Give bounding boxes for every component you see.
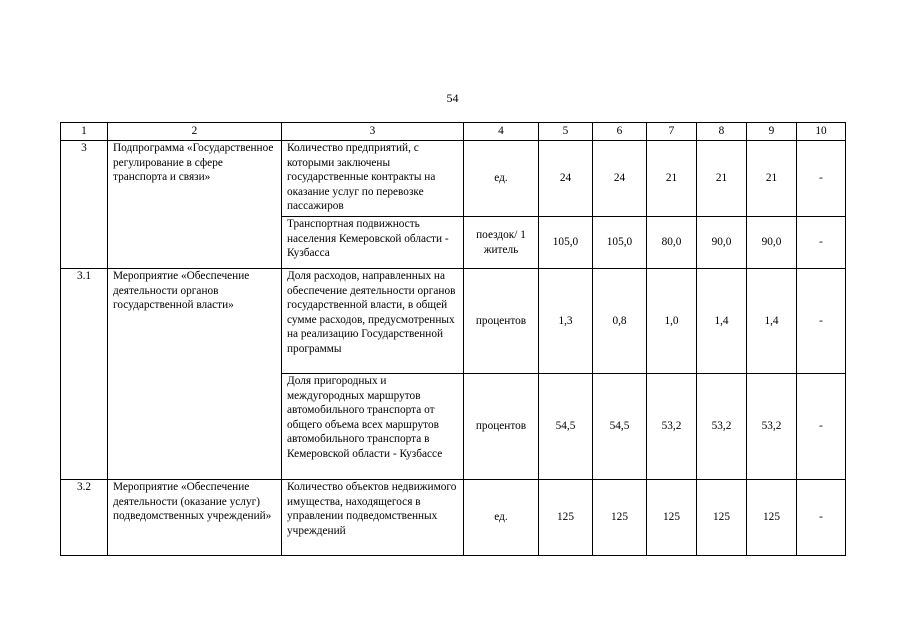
value-cell: - xyxy=(797,374,846,480)
program-name: Мероприятие «Обеспечение деятельности органов государственной власти» xyxy=(108,269,282,480)
indicator-text: Количество объектов недвижимого имущества, находящегося в управлении подведомственных учреждений xyxy=(282,480,464,556)
column-header: 2 xyxy=(108,123,282,141)
table-row xyxy=(61,480,846,556)
indicator-text: Доля пригородных и междугородных маршрутов автомобильного транспорта от общего объема всех маршрутов автомобильного транспорта в Кемеровской области - Кузбассе xyxy=(282,374,464,480)
unit-cell: процентов xyxy=(464,269,539,374)
value-cell: 1,0 xyxy=(647,269,697,374)
row-number: 3 xyxy=(61,141,108,269)
column-header: 5 xyxy=(539,123,593,141)
value-cell: - xyxy=(797,269,846,374)
value-cell: 125 xyxy=(593,480,647,556)
value-cell: 53,2 xyxy=(697,374,747,480)
value-cell: 24 xyxy=(539,141,593,217)
value-cell: 21 xyxy=(647,141,697,217)
value-cell: - xyxy=(797,217,846,269)
value-cell: 21 xyxy=(697,141,747,217)
column-header: 7 xyxy=(647,123,697,141)
value-cell: 125 xyxy=(647,480,697,556)
unit-cell: поездок/ 1 житель xyxy=(464,217,539,269)
program-name: Мероприятие «Обеспечение деятельности (оказание услуг) подведомственных учреждений» xyxy=(108,480,282,556)
unit-cell: процентов xyxy=(464,374,539,480)
column-header: 3 xyxy=(282,123,464,141)
indicator-text: Количество предприятий, с которыми заключены государственные контракты на оказание услуг по перевозке пассажиров xyxy=(282,141,464,217)
column-header: 4 xyxy=(464,123,539,141)
program-name: Подпрограмма «Государственное регулирование в сфере транспорта и связи» xyxy=(108,141,282,269)
header-row xyxy=(61,123,846,141)
table-row xyxy=(61,141,846,217)
column-header: 10 xyxy=(797,123,846,141)
indicator-text: Транспортная подвижность населения Кемеровской области - Кузбасса xyxy=(282,217,464,269)
column-header: 9 xyxy=(747,123,797,141)
value-cell: 53,2 xyxy=(647,374,697,480)
unit-cell: ед. xyxy=(464,141,539,217)
value-cell: 125 xyxy=(697,480,747,556)
value-cell: 24 xyxy=(593,141,647,217)
value-cell: 54,5 xyxy=(539,374,593,480)
indicators-table xyxy=(60,122,846,556)
value-cell: 80,0 xyxy=(647,217,697,269)
row-number: 3.2 xyxy=(61,480,108,556)
value-cell: 90,0 xyxy=(747,217,797,269)
value-cell: - xyxy=(797,480,846,556)
indicator-text: Доля расходов, направленных на обеспечение деятельности органов государственной власти, в общей сумме расходов, предусмотренных на реализацию Государственной программы xyxy=(282,269,464,374)
table-row xyxy=(61,269,846,374)
column-header: 6 xyxy=(593,123,647,141)
column-header: 1 xyxy=(61,123,108,141)
value-cell: 1,3 xyxy=(539,269,593,374)
value-cell: 53,2 xyxy=(747,374,797,480)
value-cell: 105,0 xyxy=(539,217,593,269)
unit-cell: ед. xyxy=(464,480,539,556)
value-cell: 54,5 xyxy=(593,374,647,480)
column-header: 8 xyxy=(697,123,747,141)
value-cell: 90,0 xyxy=(697,217,747,269)
value-cell: 105,0 xyxy=(593,217,647,269)
page-number: 54 xyxy=(446,91,459,105)
value-cell: 125 xyxy=(539,480,593,556)
value-cell: 21 xyxy=(747,141,797,217)
value-cell: - xyxy=(797,141,846,217)
value-cell: 125 xyxy=(747,480,797,556)
value-cell: 0,8 xyxy=(593,269,647,374)
value-cell: 1,4 xyxy=(747,269,797,374)
value-cell: 1,4 xyxy=(697,269,747,374)
row-number: 3.1 xyxy=(61,269,108,480)
